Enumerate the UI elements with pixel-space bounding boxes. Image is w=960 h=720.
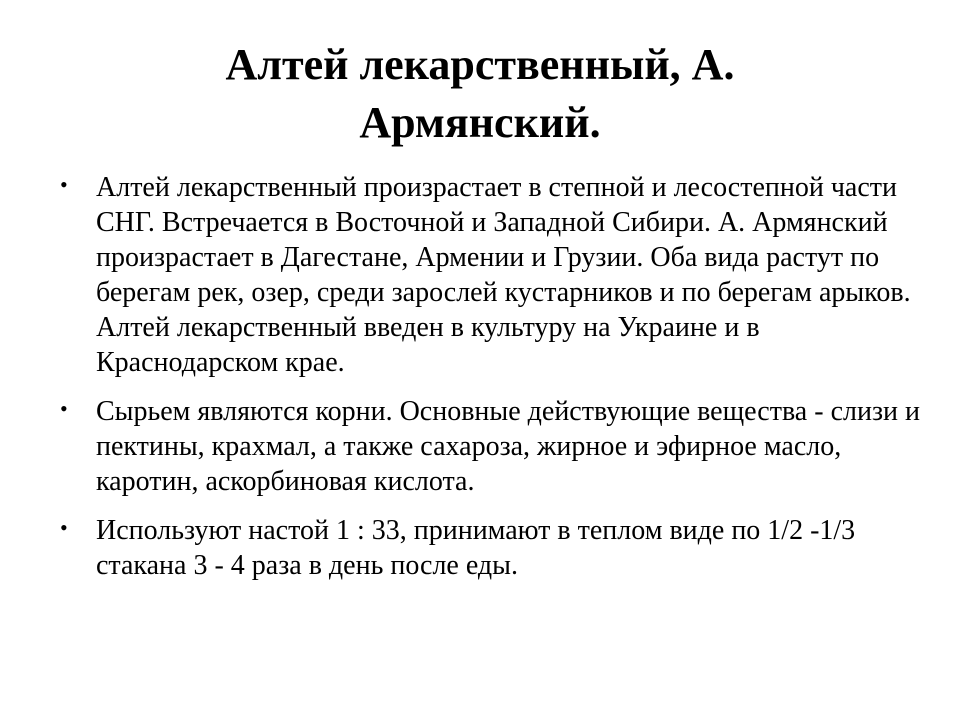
bullet-item-raw-material: [60, 394, 920, 499]
bullet-text: Алтей лекарственный произрастает в степной и лесостепной части СНГ. Встречается в Восточной и Западной Сибири. А. Армянский произрастает в Дагестане, Армении и Грузии. Оба вида растут по берегам рек, озер, среди зарослей кустарников и по берегам арыков. Алтей лекарственный введен в культуру на Украине и в Краснодарском крае.: [96, 172, 911, 378]
slide-title-line-2: Армянский.: [359, 98, 601, 147]
bullet-icon: •: [60, 396, 68, 421]
bullet-icon: •: [60, 172, 68, 197]
bullet-icon: •: [60, 515, 68, 540]
bullet-text: Сырьем являются корни. Основные действующие вещества - слизи и пектины, крахмал, а также сахароза, жирное и эфирное масло, каротин, аскорбиновая кислота.: [96, 396, 920, 497]
slide-title-line-1: Алтей лекарственный, А.: [225, 40, 735, 89]
bullet-list: [60, 170, 920, 597]
slide-title: [60, 36, 900, 152]
bullet-text: Используют настой 1 : 33, принимают в теплом виде по 1/2 -1/3 стакана 3 - 4 раза в день после еды.: [96, 515, 856, 581]
bullet-item-usage: [60, 513, 920, 583]
bullet-item-distribution: [60, 170, 920, 380]
